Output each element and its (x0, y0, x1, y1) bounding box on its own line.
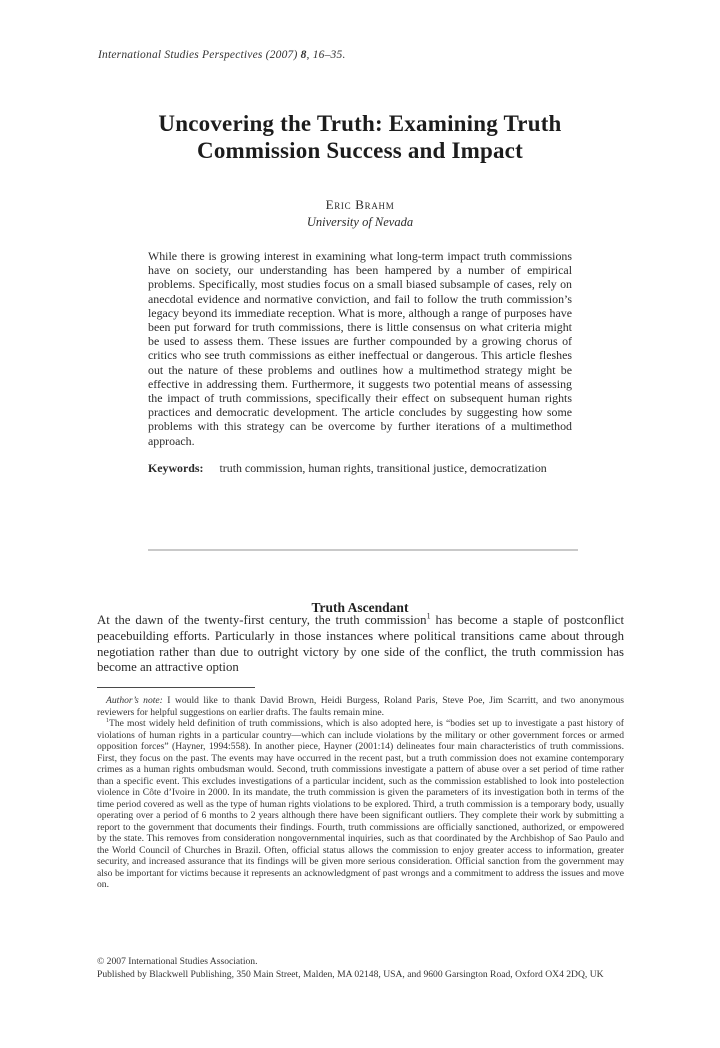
footnotes-section (97, 695, 624, 891)
publisher-line: Published by Blackwell Publishing, 350 Main Street, Malden, MA 02148, USA, and 9600 Garsington Road, Oxford OX4 2DQ, UK (97, 968, 604, 980)
article-title-line1: Uncovering the Truth: Examining Truth (158, 111, 562, 136)
journal-year: (2007) (262, 49, 301, 61)
footnote-1 (97, 718, 624, 891)
keywords-line (148, 461, 572, 475)
authors-note (97, 695, 624, 718)
keywords-list: truth commission, human rights, transitional justice, democratization (219, 460, 547, 475)
keywords-label: Keywords: (148, 460, 204, 475)
footnote-1-marker: 1 (106, 717, 109, 724)
journal-pages: , 16–35. (306, 49, 346, 61)
body-text-before-note: At the dawn of the twenty-first century, the truth commission (97, 613, 427, 627)
journal-name: International Studies Perspectives (98, 49, 263, 61)
article-title (0, 110, 720, 164)
authors-note-text: I would like to thank David Brown, Heidi Burgess, Roland Paris, Steve Poe, Jim Scarritt, and two anonymous reviewers for helpful suggestions on earlier drafts. The faults remain mine. (97, 695, 624, 718)
abstract-divider-rule (148, 549, 578, 551)
copyright-line: © 2007 International Studies Association. (97, 956, 258, 967)
authors-note-label: Author’s note: (106, 695, 163, 706)
imprint-section (97, 956, 604, 981)
footnote-1-text: The most widely held definition of truth commissions, which is also adopted here, is “bodies set up to investigate a past history of violations of human rights in a particular country—which can include violations by the military or other government forces or armed opposition forces” (Hayner, 1994:558). In another piece, Hayner (2001:14) delineates four main characteristics of truth commissions. First, they focus on the past. The events may have occurred in the recent past, but a truth commission does not examine contemporary crimes as a human rights ombudsman would. Second, truth commissions investigate a pattern of abuse over a set period of time rather than a specific event. This excludes investigations of a particular incident, such as the commission established to look into postelection violence in Côte d’Ivoire in 2000. In its mandate, the truth commission is given the parameters of its investigation both in terms of the time period covered as well as the type of human rights violations to be explored. Third, a truth commission is a temporary body, usually operating over a period of 6 months to 2 years although there have been significant outliers. They complete their work by submitting a report to the government that documents their findings. Fourth, truth commissions are officially sanctioned, authorized, or empowered by the state. This removes from consideration nongovernmental inquiries, such as that coordinated by the Archbishop of Sao Paulo and the World Council of Churches in Brazil. Often, official status allows the commission to enjoy greater access to information, greater security, and increased assurance that its findings will be given more serious consideration. Official sanction from the government may also be important for victims because it represents an acknowledgment of past wrongs and a commitment to address the issues and move on. (97, 718, 624, 890)
body-text-after-note: has become a staple of postconflict peacebuilding efforts. Particularly in those instances where political transitions came about through negotiation rather than due to outright victory by one side of the conflict, the truth commission has become an attractive option (97, 613, 624, 675)
abstract-text: While there is growing interest in examining what long-term impact truth commissions have on society, our understanding has been hampered by a number of empirical problems. Specifically, most studies focus on a small biased subsample of cases, rely on anecdotal evidence and normative conviction, and fail to follow the truth commission’s legacy beyond its immediate reception. What is more, although a range of purposes have been put forward for truth commissions, there is little consensus on what criteria might be used to assess them. These issues are further compounded by a growing chorus of critics who see truth commissions as either ineffectual or dangerous. This article fleshes out the nature of these problems and outlines how a multimethod strategy might be effective in addressing them. Furthermore, it suggests two potential means of assessing the impact of truth commissions, specifically their effect on subsequent human rights practices and democratic development. The article concludes by suggesting how some problems with this strategy can be overcome by further iterations of a multimethod approach. (148, 249, 572, 448)
author-name: Eric Brahm (325, 197, 395, 212)
article-title-line2: Commission Success and Impact (197, 138, 523, 163)
journal-citation (98, 49, 346, 61)
footnote-reference-marker: 1 (426, 611, 431, 621)
section-heading: Truth Ascendant (311, 600, 409, 615)
author-affiliation: University of Nevada (306, 215, 414, 229)
body-paragraph (97, 613, 624, 676)
abstract-section (148, 249, 572, 475)
footnote-separator-rule (97, 687, 255, 688)
journal-volume: 8 (300, 49, 307, 61)
